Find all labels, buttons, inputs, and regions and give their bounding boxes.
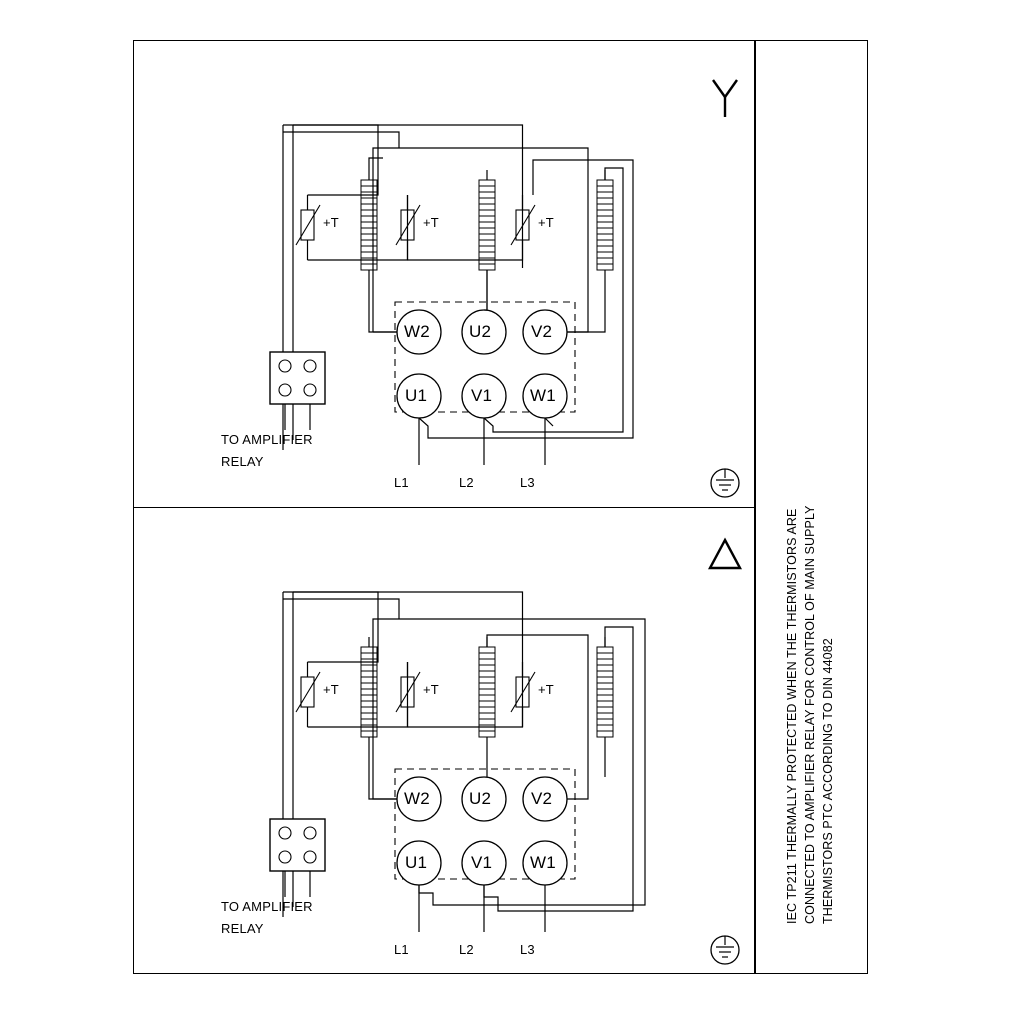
thermistor-label-3: +T (538, 682, 554, 697)
thermistor-1 (296, 195, 320, 260)
amplifier-label-line2: RELAY (221, 921, 264, 936)
amplifier-label-line1: TO AMPLIFIER (221, 432, 313, 447)
winding-coil-1 (361, 637, 377, 777)
phase-label-L2: L2 (459, 475, 474, 490)
side-note-line2: CONNECTED TO AMPLIFIER RELAY FOR CONTROL OF MAIN SUPPLY (803, 505, 817, 924)
terminal-label-U1: U1 (405, 386, 428, 405)
terminal-label-W1: W1 (530, 386, 556, 405)
panel-delta (133, 507, 755, 974)
winding-coil-3 (597, 170, 613, 310)
panel-star (133, 40, 755, 507)
terminal-label-U2: U2 (469, 322, 492, 341)
side-note-panel (755, 40, 868, 974)
amplifier-terminal-box (270, 819, 325, 897)
phase-label-L2: L2 (459, 942, 474, 957)
side-note-line3: THERMISTORS PTC ACCORDING TO DIN 44082 (821, 638, 835, 924)
terminal-label-V2: V2 (531, 322, 553, 341)
thermistor-label-2: +T (423, 682, 439, 697)
earth-ground-symbol (711, 469, 739, 497)
thermistor-label-3: +T (538, 215, 554, 230)
winding-coil-1 (361, 170, 377, 310)
winding-coil-3 (597, 637, 613, 777)
winding-coil-2 (479, 637, 495, 777)
delta-triangle-symbol (710, 540, 740, 568)
amplifier-label-line1: TO AMPLIFIER (221, 899, 313, 914)
terminal-label-V1: V1 (471, 853, 493, 872)
terminal-label-V2: V2 (531, 789, 553, 808)
terminal-label-W2: W2 (404, 789, 430, 808)
terminal-label-U2: U2 (469, 789, 492, 808)
terminal-label-W1: W1 (530, 853, 556, 872)
thermistor-label-2: +T (423, 215, 439, 230)
phase-label-L1: L1 (394, 475, 409, 490)
terminal-label-U1: U1 (405, 853, 428, 872)
terminal-label-W2: W2 (404, 322, 430, 341)
amplifier-terminal-box (270, 352, 325, 430)
star-wye-symbol (713, 80, 737, 117)
thermistor-1 (296, 662, 320, 727)
side-note-line1: IEC TP211 THERMALLY PROTECTED WHEN THE THERMISTORS ARE (785, 508, 799, 924)
phase-label-L3: L3 (520, 475, 535, 490)
thermistor-label-1: +T (323, 682, 339, 697)
terminal-label-V1: V1 (471, 386, 493, 405)
thermistor-label-1: +T (323, 215, 339, 230)
phase-label-L1: L1 (394, 942, 409, 957)
amplifier-label-line2: RELAY (221, 454, 264, 469)
phase-label-L3: L3 (520, 942, 535, 957)
earth-ground-symbol (711, 936, 739, 964)
